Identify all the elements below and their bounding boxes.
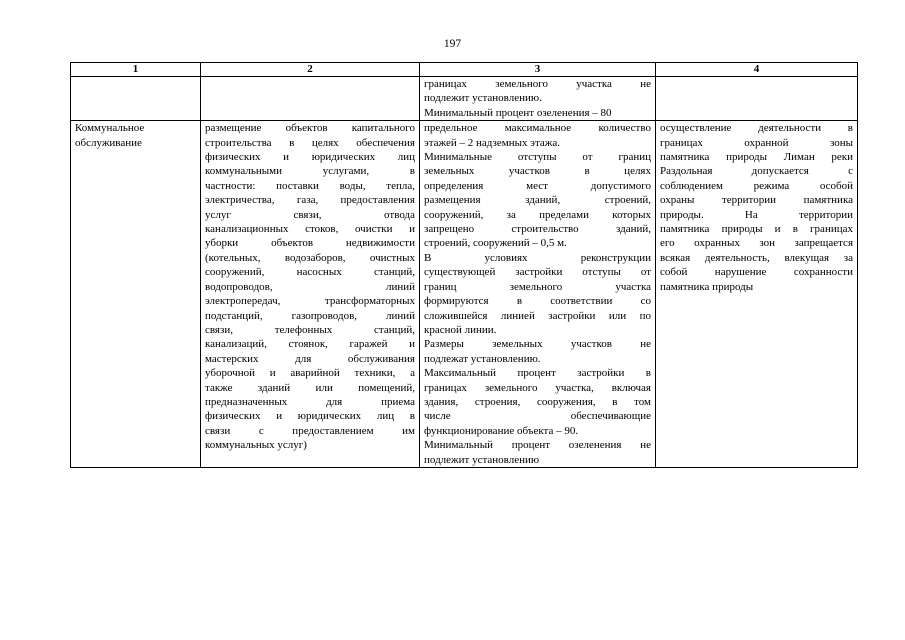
- text-line: предназначенных для приема: [205, 395, 415, 408]
- use-type-cell: [71, 121, 201, 468]
- text-line: Размеры земельных участков не: [424, 338, 651, 351]
- text-line: красной линии.: [424, 323, 497, 336]
- text-line: коммунальными услугами, в: [205, 165, 415, 178]
- continuation-row: [71, 77, 858, 121]
- text-line: В условиях реконструкции: [424, 251, 651, 264]
- text-line: обслуживание: [75, 136, 142, 149]
- text-line: строений, сооружений – 0,5 м.: [424, 237, 567, 250]
- text-line: физических и юридических лиц: [205, 151, 415, 164]
- text-line: предельное максимальное количество: [424, 122, 651, 135]
- text-line: подстанций, газопроводов, линий: [205, 309, 415, 322]
- text-line: коммунальных услуг): [205, 439, 307, 452]
- column-header-1: 1: [71, 63, 201, 77]
- text-line: водопроводов, линий: [205, 280, 415, 293]
- text-line: его охранных зон запрещается: [660, 237, 853, 250]
- text-line: сложившейся линией застройки или по: [424, 309, 651, 322]
- text-line: функционирование объекта – 90.: [424, 424, 579, 437]
- text-line: частности: поставки воды, тепла,: [205, 179, 415, 192]
- continuation-cell-4: [656, 77, 858, 121]
- text-line: границах земельного участка, включая: [424, 381, 651, 394]
- parameters-cell: [420, 121, 656, 468]
- text-line: связи с предоставлением им: [205, 424, 415, 437]
- table-row: [71, 121, 858, 468]
- text-line: строительства в целях обеспечения: [205, 136, 415, 149]
- text-line: границ земельного участка: [424, 280, 651, 293]
- text-line: этажей – 2 надземных этажа.: [424, 136, 561, 149]
- text-line: уборочной и аварийной техники, а: [205, 367, 415, 380]
- text-line: размещение объектов капитального: [205, 122, 415, 135]
- text-line: всякая деятельность, влекущая за: [660, 251, 853, 264]
- text-line: связи, телефонных станций,: [205, 323, 415, 336]
- text-line: подлежит установлению.: [424, 92, 542, 105]
- text-line: запрещено строительство зданий,: [424, 223, 651, 236]
- continuation-cell-2: [201, 77, 420, 121]
- text-line: электричества, газа, предоставления: [205, 194, 415, 207]
- text-line: охраны территории памятника: [660, 194, 853, 207]
- text-line: границах охранной зоны: [660, 136, 853, 149]
- text-line: памятника природы и в границах: [660, 223, 853, 236]
- continuation-cell-3: [420, 77, 656, 121]
- column-header-2: 2: [201, 63, 420, 77]
- continuation-cell-1: [71, 77, 201, 121]
- text-line: Максимальный процент застройки в: [424, 367, 651, 380]
- text-line: подлежат установлению.: [424, 352, 541, 365]
- text-line: существующей застройки отступы от: [424, 266, 651, 279]
- text-line: памятника природы Лиман реки: [660, 151, 853, 164]
- text-line: соблюдением режима особой: [660, 179, 853, 192]
- header-row: [71, 63, 858, 77]
- text-line: границах земельного участка не: [424, 78, 651, 90]
- text-line: Минимальный процент озеленения не: [424, 439, 651, 452]
- text-line: здания, строения, сооружения, в том: [424, 395, 651, 408]
- text-line: формируются в соответствии со: [424, 295, 651, 308]
- text-line: услуг связи, отвода: [205, 208, 415, 221]
- use-description-cell: [201, 121, 420, 468]
- text-line: осуществление деятельности в: [660, 122, 853, 135]
- text-line: канализационных стоков, очистки и: [205, 223, 415, 236]
- text-line: канализаций, стоянок, гаражей и: [205, 338, 415, 351]
- text-line: сооружений, за пределами которых: [424, 208, 651, 221]
- restrictions-cell: [656, 121, 858, 468]
- text-line: Коммунальное: [75, 122, 145, 135]
- text-line: сооружений, насосных станций,: [205, 266, 415, 279]
- text-line: подлежит установлению: [424, 453, 540, 466]
- column-header-4: 4: [656, 63, 858, 77]
- text-line: уборки объектов недвижимости: [205, 237, 415, 250]
- text-line: физических и юридических лиц в: [205, 410, 415, 423]
- text-line: определения мест допустимого: [424, 179, 651, 192]
- text-line: мастерских для обслуживания: [205, 352, 415, 365]
- text-line: собой нарушение сохранности: [660, 266, 853, 279]
- regulations-table: [70, 62, 858, 468]
- text-line: числе обеспечивающие: [424, 410, 651, 423]
- text-line: также зданий или помещений,: [205, 381, 415, 394]
- text-line: (котельных, водозаборов, очистных: [205, 251, 415, 264]
- text-line: Минимальный процент озеленения – 80: [424, 106, 612, 119]
- column-header-3: 3: [420, 63, 656, 77]
- text-line: электропередач, трансформаторных: [205, 295, 415, 308]
- page-number: 197: [443, 38, 462, 50]
- text-line: памятника природы: [660, 280, 754, 293]
- text-line: размещения зданий, строений,: [424, 194, 651, 207]
- text-line: природы. На территории: [660, 208, 853, 221]
- text-line: Минимальные отступы от границ: [424, 151, 651, 164]
- text-line: Раздольная допускается с: [660, 165, 853, 178]
- text-line: земельных участков в целях: [424, 165, 651, 178]
